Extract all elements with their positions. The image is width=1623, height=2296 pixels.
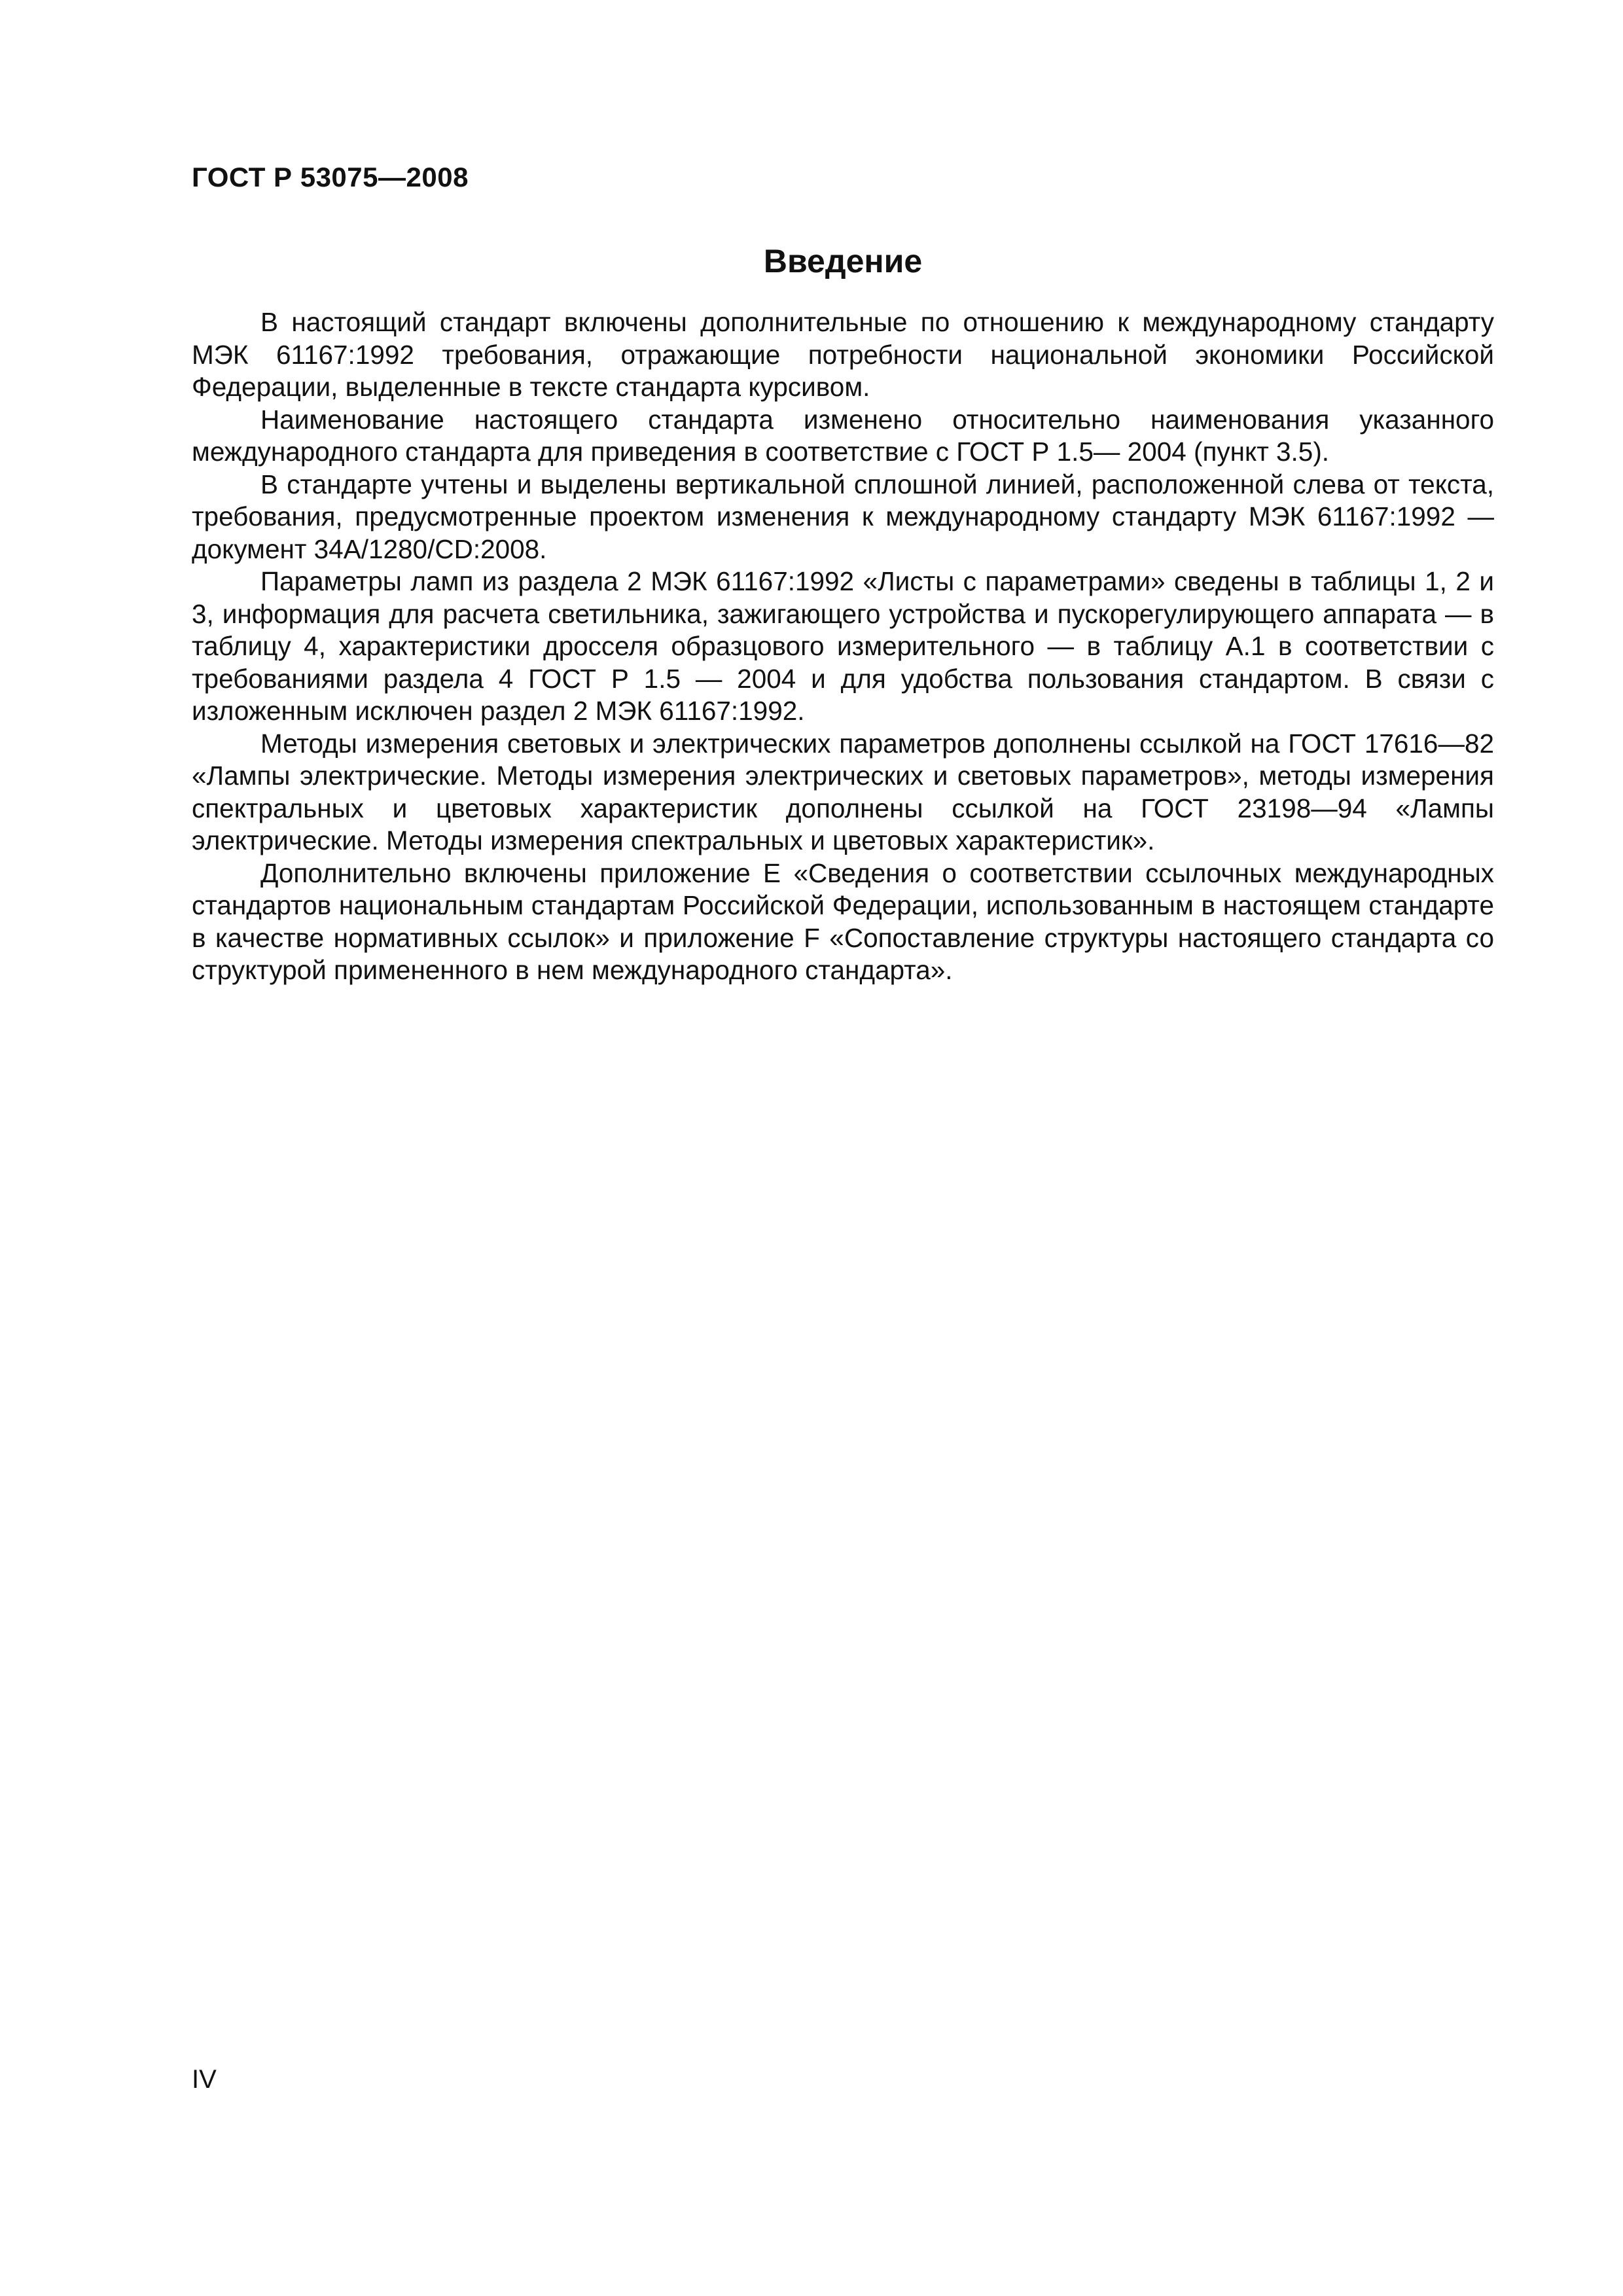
paragraph: В стандарте учтены и выделены вертикальной сплошной линией, расположенной слева от текста, требования, предусмотренные проектом изменения к международному стандарту МЭК 61167:1992 — документ 34A/1280/CD:2008. (192, 469, 1494, 564)
paragraph: В настоящий стандарт включены дополнительные по отношению к международному стандарту МЭК 61167:1992 требования, отражающие потребности национальной экономики Российской Федерации, выделенные в тексте стандарта курсивом. (192, 307, 1494, 402)
paragraph: Дополнительно включены приложение Е «Сведения о соответствии ссылочных международных стандартов национальным стандартам Российской Федерации, использованным в настоящем стандарте в качестве нормативных ссылок» и приложение F «Сопоставление структуры настоящего стандарта со структурой примененного в нем международного стандарта». (192, 857, 1494, 985)
page-number: IV (192, 2065, 217, 2094)
document-header: ГОСТ Р 53075—2008 (192, 162, 469, 192)
paragraph: Параметры ламп из раздела 2 МЭК 61167:1992 «Листы с параметрами» сведены в таблицы 1, 2 и 3, информация для расчета светильника, зажигающего устройства и пускорегулирующего аппарата — в таблицу 4, характеристики дросселя образцового измерительного — в таблицу А.1 в соответствии с требованиями раздела 4 ГОСТ Р 1.5 — 2004 и для удобства пользования стандартом. В связи с изложенным исключен раздел 2 МЭК 61167:1992. (192, 566, 1494, 726)
paragraph: Методы измерения световых и электрических параметров дополнены ссылкой на ГОСТ 17616—82 «Лампы электрические. Методы измерения электрических и световых параметров», методы измерения спектральных и цветовых характеристик дополнены ссылкой на ГОСТ 23198—94 «Лампы электрические. Методы измерения спектральных и цветовых характеристик». (192, 728, 1494, 855)
paragraph: Наименование настоящего стандарта изменено относительно наименования указанного международного стандарта для приведения в соответствие с ГОСТ Р 1.5— 2004 (пункт 3.5). (192, 404, 1494, 467)
section-title: Введение (763, 243, 923, 279)
introduction-body (192, 306, 1494, 987)
